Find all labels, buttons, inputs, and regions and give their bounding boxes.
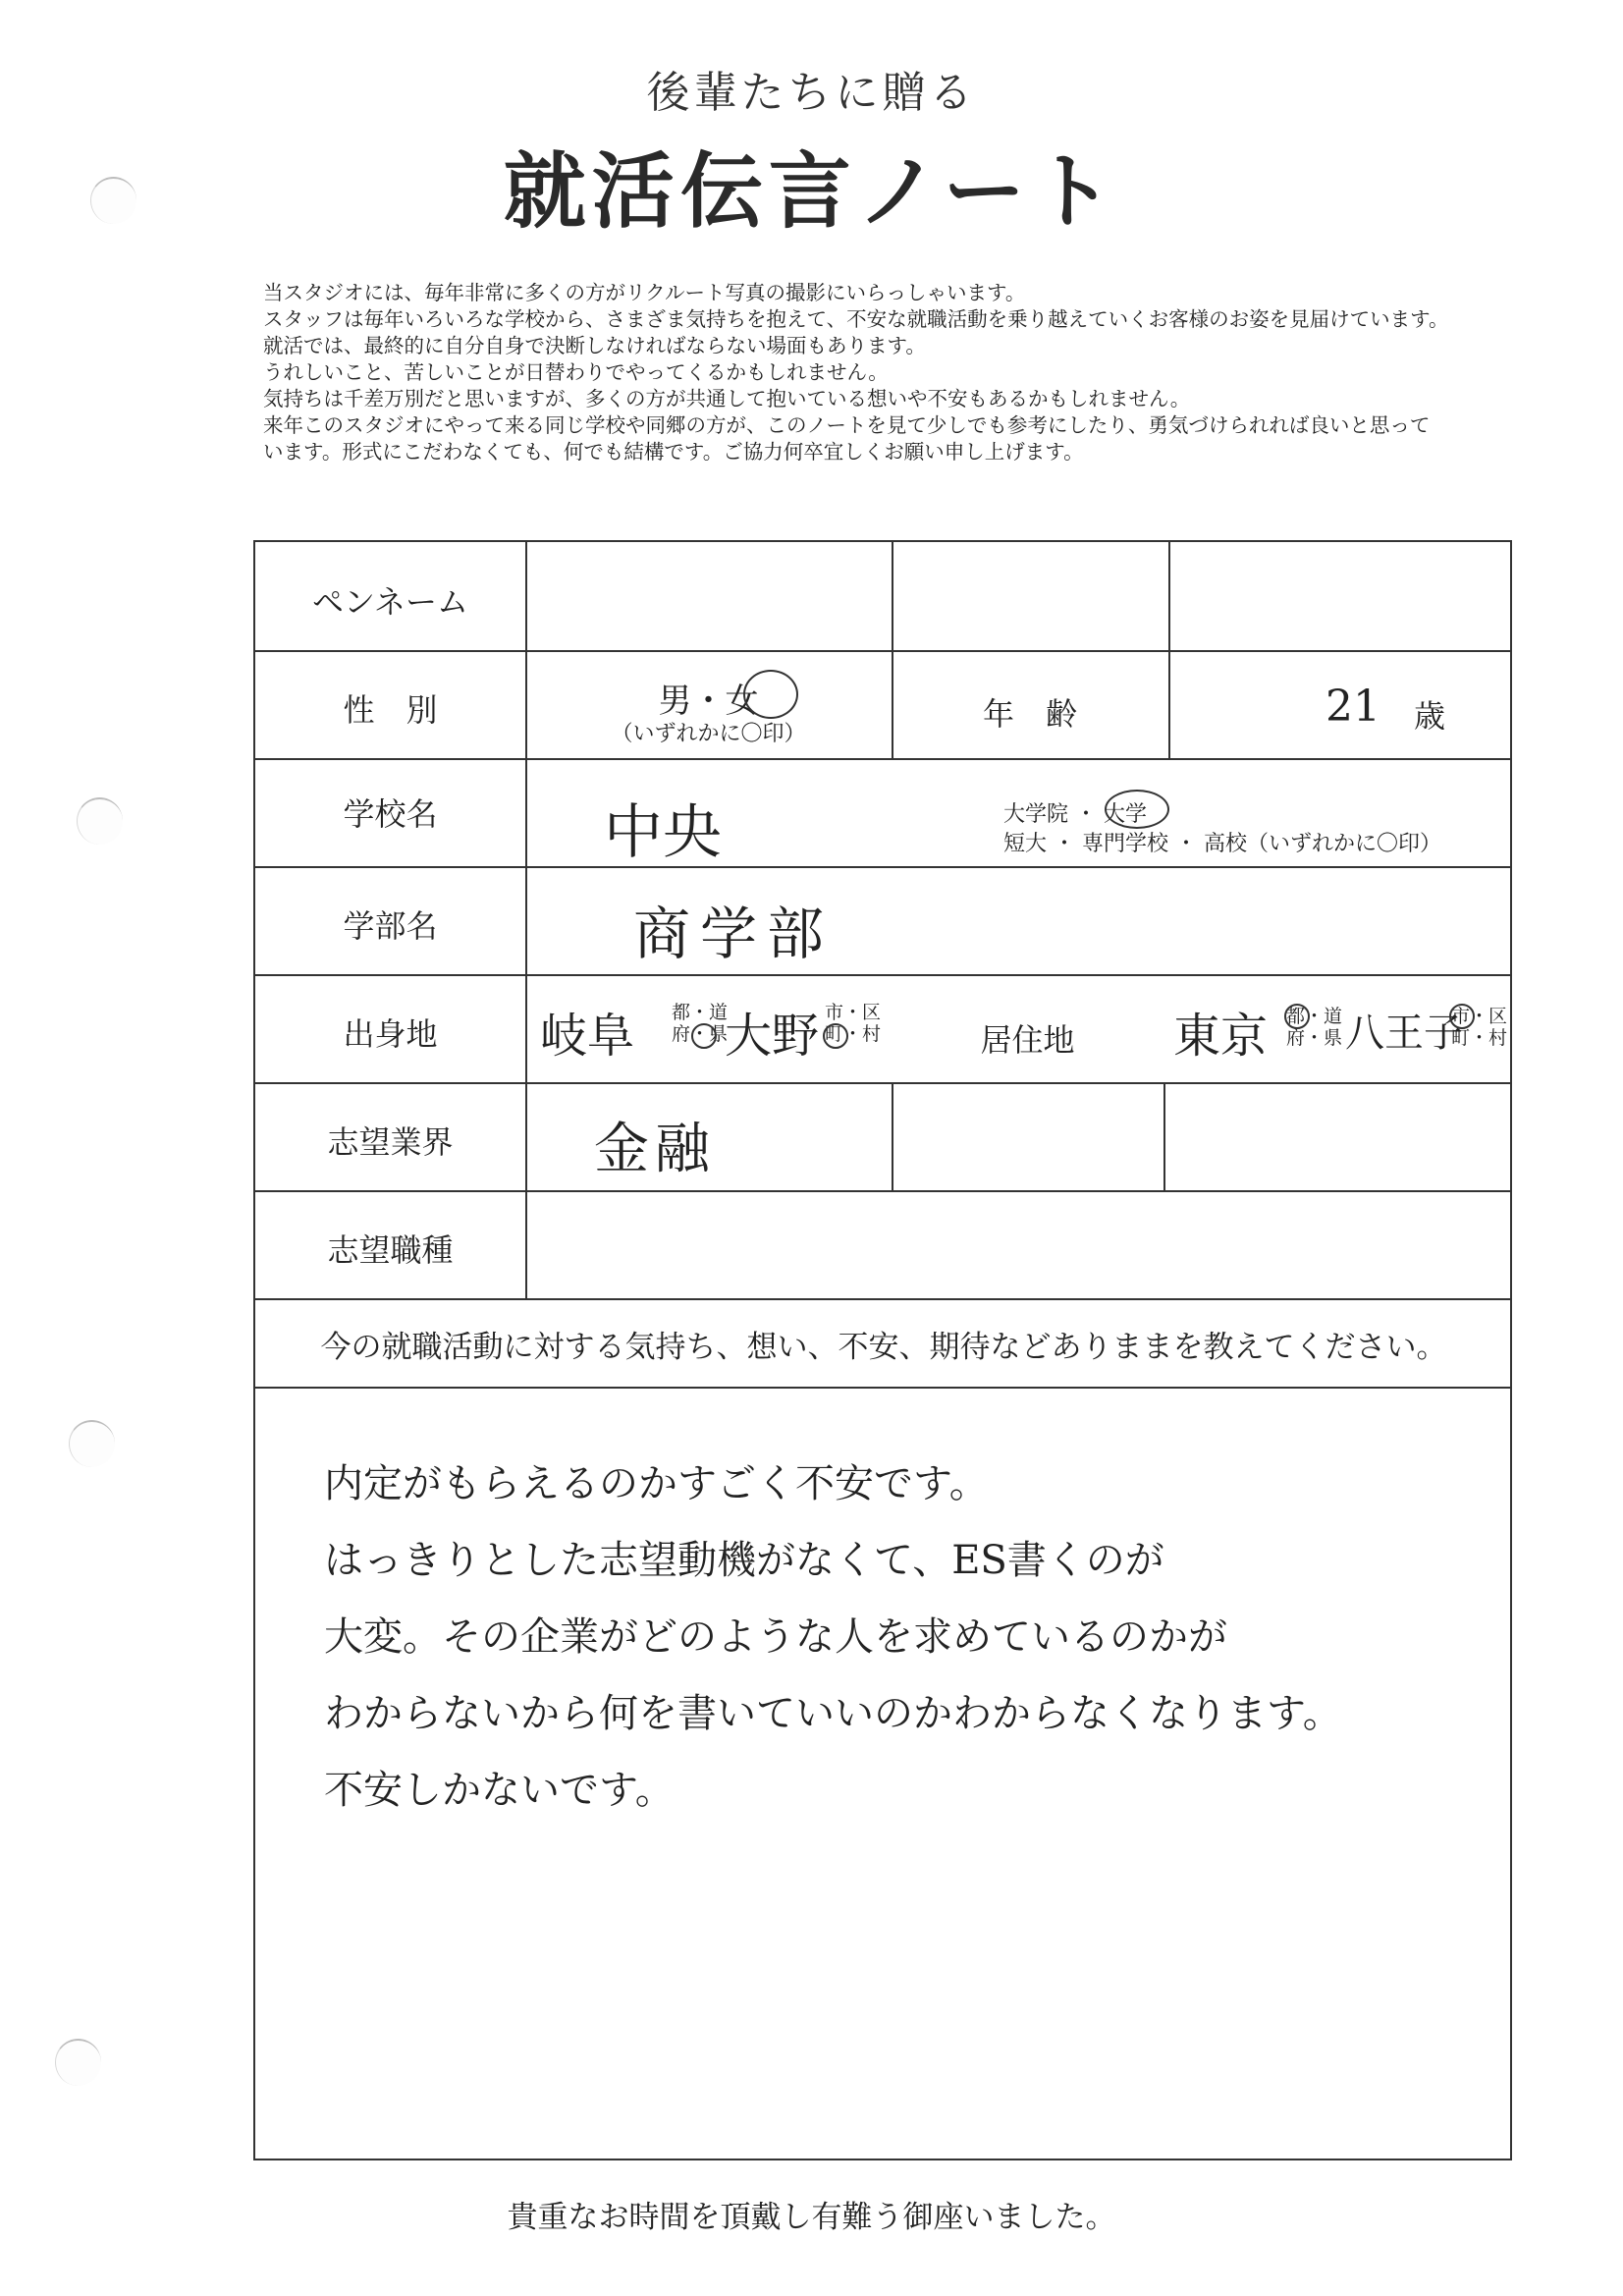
school-type-line1: 大学院 ・ 大学: [1003, 802, 1147, 827]
school-type-selection-circle: [1105, 790, 1169, 829]
page-title: 就活伝言ノート: [503, 143, 1120, 240]
row-divider: [255, 1298, 1512, 1300]
page-subtitle: 後輩たちに贈る: [646, 68, 977, 118]
residence-city-circle: [1449, 1004, 1475, 1029]
row-divider: [255, 1387, 1512, 1389]
intro-line: 来年このスタジオにやって来る同じ学校や同郷の方が、このノートを見て少しでも参考にしたり、勇気づけられれば良いと思って: [263, 413, 1431, 437]
answer-line: はっきりとした志望動機がなくて、ES書くのが: [324, 1538, 1164, 1583]
feelings-answer[interactable]: [324, 1446, 1342, 1829]
residence-pref[interactable]: 東京: [1173, 1009, 1269, 1064]
industry-label: 志望業界: [327, 1123, 454, 1161]
answer-line: 不安しかないです。: [324, 1768, 675, 1813]
residence-city[interactable]: 八王子: [1345, 1011, 1463, 1056]
row-divider: [255, 866, 1512, 868]
gender-options[interactable]: 男・女: [658, 682, 759, 721]
city-suffix-line: 市・区: [825, 1002, 882, 1023]
intro-line: 就活では、最終的に自分自身で決断しなければならない場面もあります。: [263, 334, 926, 357]
residence-label: 居住地: [980, 1021, 1075, 1059]
pref-suffix-line: 都・道: [1286, 1006, 1343, 1027]
job-type-label: 志望職種: [327, 1231, 454, 1269]
intro-line: うれしいこと、苦しいことが日替わりでやってくるかもしれません。: [263, 360, 889, 384]
city-suffix-line: 町・村: [825, 1023, 882, 1045]
faculty-label: 学部名: [343, 907, 438, 945]
age-unit: 歳: [1414, 697, 1446, 735]
footer-thanks: 貴重なお時間を頂戴し有難う御座いました。: [507, 2200, 1116, 2235]
intro-line: 当スタジオには、毎年非常に多くの方がリクルート写真の撮影にいらっしゃいます。: [263, 281, 1026, 304]
row-divider: [255, 758, 1512, 760]
hometown-city-circle: [823, 1023, 848, 1049]
school-value[interactable]: 中央: [604, 798, 722, 867]
city-suffix-line: 町・村: [1451, 1027, 1508, 1049]
punch-hole: [77, 797, 123, 845]
intro-line: います。形式にこだわなくても、何でも結構です。ご協力何卒宜しくお願い申し上げます。: [263, 440, 1084, 464]
answer-line: わからないから何を書いていいのかわからなくなります。: [324, 1691, 1342, 1736]
pref-suffix-line: 都・道: [672, 1002, 729, 1023]
age-value[interactable]: 21: [1325, 682, 1380, 732]
form-table: [253, 540, 1512, 2160]
city-suffix-line: 市・区: [1451, 1006, 1508, 1027]
gender-label: 性 別: [343, 691, 438, 729]
age-label: 年 齢: [982, 695, 1077, 733]
industry-value[interactable]: 金融: [594, 1118, 716, 1181]
pen-name-label: ペンネーム: [311, 583, 469, 621]
row-divider: [255, 650, 1512, 652]
row-divider: [255, 1082, 1512, 1084]
hometown-pref-circle: [691, 1023, 717, 1049]
intro-line: スタッフは毎年いろいろな学校から、さまざま気持ちを抱えて、不安な就職活動を乗り越えていくお客様のお姿を見届けています。: [263, 307, 1449, 331]
row-divider: [255, 1190, 1512, 1192]
feelings-prompt: 今の就職活動に対する気持ち、想い、不安、期待などありままを教えてください。: [320, 1330, 1447, 1365]
answer-line: 内定がもらえるのかすごく不安です。: [324, 1461, 989, 1506]
answer-line: 大変。その企業がどのような人を求めているのかが: [324, 1614, 1227, 1660]
gender-note: （いずれかに〇印）: [611, 722, 806, 746]
intro-line: 気持ちは千差万別だと思いますが、多くの方が共通して抱いている想いや不安もあるかもしれません。: [263, 387, 1191, 410]
school-type-line2: 短大 ・ 専門学校 ・ 高校（いずれかに〇印）: [1003, 832, 1441, 856]
faculty-value[interactable]: 商学部: [633, 901, 835, 967]
gender-selection-circle: [743, 670, 798, 719]
pref-suffix-line: 府・県: [672, 1023, 729, 1045]
hometown-city[interactable]: 大野: [725, 1009, 820, 1064]
column-divider: [525, 542, 527, 1298]
column-divider: [892, 1082, 893, 1190]
punch-hole: [55, 2039, 101, 2086]
residence-pref-circle: [1284, 1004, 1310, 1029]
row-divider: [255, 974, 1512, 976]
punch-hole: [69, 1420, 115, 1467]
column-divider: [1168, 542, 1170, 758]
hometown-label: 出身地: [343, 1015, 438, 1053]
intro-text: [263, 280, 1598, 465]
pref-suffix-line: 府・県: [1286, 1027, 1343, 1049]
school-label: 学校名: [343, 795, 438, 833]
hometown-pref[interactable]: 岐阜: [540, 1009, 635, 1064]
column-divider: [1163, 1082, 1165, 1190]
